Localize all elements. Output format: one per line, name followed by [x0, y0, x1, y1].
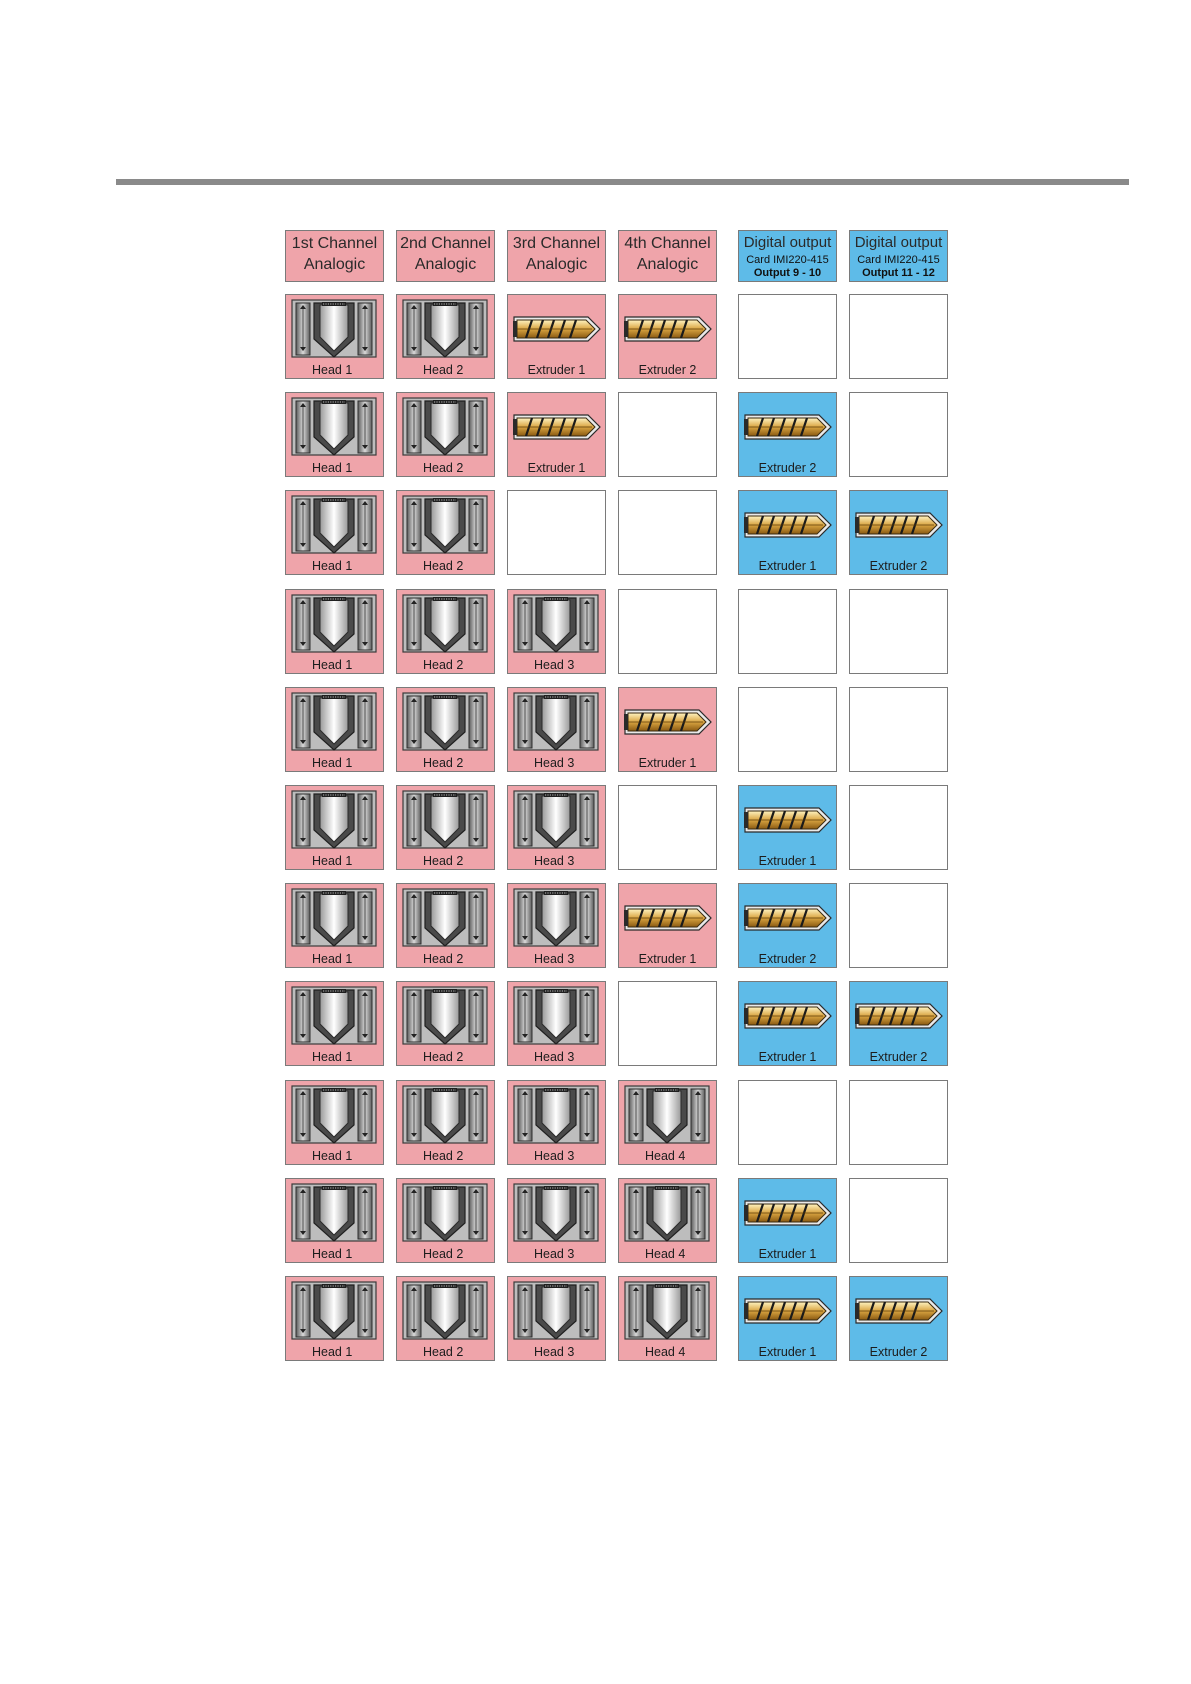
- cell-label: Head 2: [423, 1247, 464, 1261]
- config-cell: [507, 981, 606, 1066]
- extruder-screw-icon: [508, 407, 604, 447]
- extrusion-head-icon: [508, 786, 604, 854]
- extrusion-head-icon: [397, 590, 493, 658]
- config-cell: [618, 294, 717, 379]
- extrusion-head-icon: [397, 1081, 493, 1149]
- config-cell: [738, 392, 837, 477]
- extrusion-head-icon: [397, 1277, 493, 1345]
- extruder-screw-icon: [508, 309, 604, 349]
- empty-cell: [618, 589, 717, 674]
- extrusion-head-icon: [508, 1081, 604, 1149]
- cell-label: Head 2: [423, 854, 464, 868]
- header-title: 4th Channel: [624, 235, 711, 252]
- empty-cell: [618, 392, 717, 477]
- config-cell: [285, 589, 384, 674]
- config-cell: [396, 392, 495, 477]
- cell-label: Head 2: [423, 1345, 464, 1359]
- extrusion-head-icon: [397, 491, 493, 559]
- config-cell: [285, 294, 384, 379]
- cell-label: Head 3: [534, 658, 575, 672]
- extrusion-head-icon: [397, 982, 493, 1050]
- cell-label: Head 3: [534, 1345, 575, 1359]
- config-cell: [618, 687, 717, 772]
- cell-label: Extruder 1: [758, 1345, 817, 1359]
- empty-cell: [738, 589, 837, 674]
- cell-label: Head 1: [312, 559, 353, 573]
- empty-cell: [849, 589, 948, 674]
- extrusion-head-icon: [397, 295, 493, 363]
- extrusion-head-icon: [619, 1179, 715, 1247]
- empty-cell: [738, 687, 837, 772]
- header-title: Digital output: [854, 234, 943, 251]
- config-cell: [738, 490, 837, 575]
- config-cell: [285, 981, 384, 1066]
- cell-label: Extruder 1: [758, 1050, 817, 1064]
- cell-label: Head 2: [423, 1050, 464, 1064]
- extrusion-head-icon: [286, 393, 382, 461]
- cell-label: Head 1: [312, 658, 353, 672]
- extrusion-head-icon: [397, 786, 493, 854]
- empty-cell: [849, 294, 948, 379]
- config-cell: [507, 1178, 606, 1263]
- column-header-6: [849, 230, 948, 282]
- extrusion-head-icon: [286, 1081, 382, 1149]
- column-header-1: [285, 230, 384, 282]
- header-subtitle: Analogic: [414, 256, 477, 273]
- cell-label: Head 4: [645, 1345, 686, 1359]
- config-cell: [507, 1276, 606, 1361]
- cell-label: Head 1: [312, 756, 353, 770]
- empty-cell: [618, 490, 717, 575]
- cell-label: Extruder 1: [758, 559, 817, 573]
- extrusion-head-icon: [508, 982, 604, 1050]
- empty-cell: [849, 785, 948, 870]
- config-cell: [507, 392, 606, 477]
- extruder-screw-icon: [739, 505, 835, 545]
- empty-cell: [618, 785, 717, 870]
- cell-label: Extruder 2: [638, 363, 697, 377]
- extrusion-head-icon: [508, 1179, 604, 1247]
- extrusion-head-icon: [286, 982, 382, 1050]
- cell-label: Head 1: [312, 1345, 353, 1359]
- cell-label: Head 1: [312, 952, 353, 966]
- extrusion-head-icon: [508, 688, 604, 756]
- empty-cell: [618, 981, 717, 1066]
- config-cell: [507, 687, 606, 772]
- config-cell: [285, 785, 384, 870]
- config-cell: [285, 883, 384, 968]
- header-card: Card IMI220-415: [857, 254, 940, 266]
- header-output: Output 9 - 10: [753, 267, 822, 279]
- cell-label: Extruder 1: [527, 363, 586, 377]
- column-header-4: [618, 230, 717, 282]
- extruder-screw-icon: [619, 309, 715, 349]
- config-cell: [618, 1178, 717, 1263]
- empty-cell: [849, 392, 948, 477]
- empty-cell: [849, 883, 948, 968]
- config-cell: [396, 1080, 495, 1165]
- empty-cell: [849, 687, 948, 772]
- cell-label: Head 2: [423, 363, 464, 377]
- cell-label: Extruder 1: [638, 952, 697, 966]
- cell-label: Head 1: [312, 461, 353, 475]
- header-card: Card IMI220-415: [746, 254, 829, 266]
- empty-cell: [507, 490, 606, 575]
- config-cell: [507, 1080, 606, 1165]
- config-cell: [738, 1178, 837, 1263]
- cell-label: Extruder 1: [758, 854, 817, 868]
- extrusion-head-icon: [508, 590, 604, 658]
- cell-label: Head 1: [312, 1247, 353, 1261]
- config-cell: [849, 981, 948, 1066]
- extrusion-head-icon: [508, 1277, 604, 1345]
- cell-label: Head 3: [534, 1149, 575, 1163]
- cell-label: Head 2: [423, 461, 464, 475]
- header-title: Digital output: [743, 234, 832, 251]
- extrusion-head-icon: [508, 884, 604, 952]
- cell-label: Extruder 2: [869, 1345, 928, 1359]
- cell-label: Head 1: [312, 363, 353, 377]
- extruder-screw-icon: [850, 505, 946, 545]
- header-subtitle: Analogic: [636, 256, 699, 273]
- extruder-screw-icon: [739, 996, 835, 1036]
- config-cell: [396, 294, 495, 379]
- cell-label: Head 3: [534, 1050, 575, 1064]
- extruder-screw-icon: [739, 898, 835, 938]
- cell-label: Head 2: [423, 559, 464, 573]
- header-subtitle: Analogic: [303, 256, 366, 273]
- config-cell: [285, 392, 384, 477]
- cell-label: Extruder 2: [758, 461, 817, 475]
- config-cell: [285, 1080, 384, 1165]
- column-header-5: [738, 230, 837, 282]
- cell-label: Head 3: [534, 854, 575, 868]
- config-cell: [285, 687, 384, 772]
- config-cell: [396, 1178, 495, 1263]
- config-cell: [396, 785, 495, 870]
- config-cell: [738, 785, 837, 870]
- empty-cell: [738, 1080, 837, 1165]
- config-cell: [507, 883, 606, 968]
- config-cell: [738, 883, 837, 968]
- column-header-3: [507, 230, 606, 282]
- cell-label: Extruder 2: [869, 559, 928, 573]
- extrusion-head-icon: [286, 1179, 382, 1247]
- header-title: 2nd Channel: [400, 235, 491, 252]
- config-cell: [396, 1276, 495, 1361]
- extrusion-head-icon: [619, 1081, 715, 1149]
- cell-label: Head 3: [534, 952, 575, 966]
- cell-label: Head 2: [423, 658, 464, 672]
- empty-cell: [738, 294, 837, 379]
- cell-label: Extruder 1: [758, 1247, 817, 1261]
- cell-label: Head 3: [534, 756, 575, 770]
- extrusion-head-icon: [397, 688, 493, 756]
- config-cell: [285, 490, 384, 575]
- extruder-screw-icon: [739, 800, 835, 840]
- config-cell: [618, 883, 717, 968]
- empty-cell: [849, 1178, 948, 1263]
- config-cell: [849, 490, 948, 575]
- cell-label: Head 4: [645, 1247, 686, 1261]
- extrusion-head-icon: [286, 295, 382, 363]
- config-cell: [396, 589, 495, 674]
- config-cell: [396, 490, 495, 575]
- column-header-2: [396, 230, 495, 282]
- cell-label: Head 1: [312, 1149, 353, 1163]
- config-cell: [738, 1276, 837, 1361]
- config-cell: [738, 981, 837, 1066]
- extrusion-head-icon: [286, 590, 382, 658]
- config-cell: [507, 589, 606, 674]
- extrusion-head-icon: [397, 884, 493, 952]
- extruder-screw-icon: [850, 996, 946, 1036]
- extruder-screw-icon: [739, 1193, 835, 1233]
- cell-label: Extruder 1: [638, 756, 697, 770]
- extrusion-head-icon: [397, 1179, 493, 1247]
- header-output: Output 11 - 12: [862, 267, 935, 279]
- extrusion-head-icon: [286, 786, 382, 854]
- extruder-screw-icon: [739, 407, 835, 447]
- cell-label: Head 3: [534, 1247, 575, 1261]
- cell-label: Extruder 1: [527, 461, 586, 475]
- cell-label: Head 4: [645, 1149, 686, 1163]
- extruder-screw-icon: [619, 702, 715, 742]
- config-cell: [507, 294, 606, 379]
- config-cell: [285, 1178, 384, 1263]
- header-title: 1st Channel: [291, 235, 378, 252]
- config-cell: [396, 981, 495, 1066]
- header-subtitle: Analogic: [525, 256, 588, 273]
- cell-label: Head 2: [423, 1149, 464, 1163]
- extrusion-head-icon: [619, 1277, 715, 1345]
- cell-label: Head 1: [312, 1050, 353, 1064]
- extruder-screw-icon: [850, 1291, 946, 1331]
- extruder-screw-icon: [739, 1291, 835, 1331]
- cell-label: Head 2: [423, 952, 464, 966]
- extrusion-head-icon: [286, 688, 382, 756]
- extrusion-head-icon: [286, 884, 382, 952]
- cell-label: Extruder 2: [758, 952, 817, 966]
- extrusion-head-icon: [286, 1277, 382, 1345]
- config-cell: [618, 1080, 717, 1165]
- cell-label: Head 2: [423, 756, 464, 770]
- config-cell: [285, 1276, 384, 1361]
- header-title: 3rd Channel: [512, 235, 601, 252]
- empty-cell: [849, 1080, 948, 1165]
- cell-label: Head 1: [312, 854, 353, 868]
- extruder-screw-icon: [619, 898, 715, 938]
- config-cell: [618, 1276, 717, 1361]
- cell-label: Extruder 2: [869, 1050, 928, 1064]
- config-cell: [507, 785, 606, 870]
- extrusion-head-icon: [397, 393, 493, 461]
- config-cell: [396, 687, 495, 772]
- extrusion-head-icon: [286, 491, 382, 559]
- config-cell: [396, 883, 495, 968]
- config-cell: [849, 1276, 948, 1361]
